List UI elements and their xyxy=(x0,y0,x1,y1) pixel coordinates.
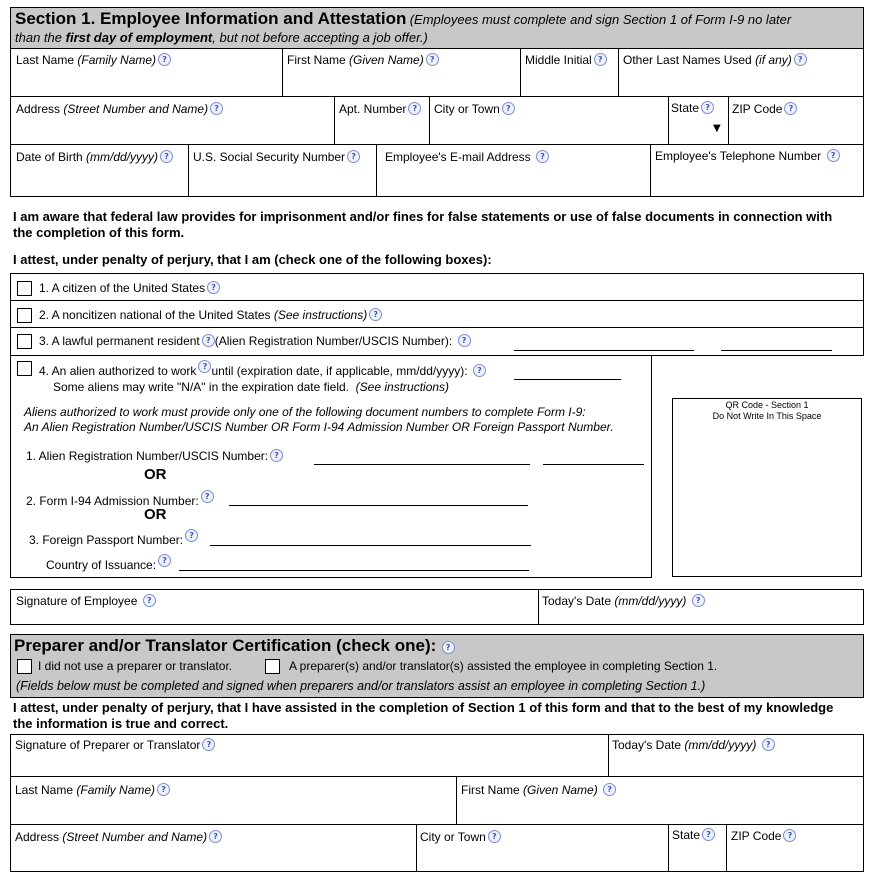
preparer-title: Preparer and/or Translator Certification (check one): xyxy=(14,636,437,655)
help-icon[interactable]: ? xyxy=(473,364,486,377)
section1-subtitle-a: (Employees must complete and sign Section 1 of Form I-9 no later xyxy=(409,12,792,27)
qr-line1: QR Code - Section 1 xyxy=(725,400,809,410)
checkbox-no-preparer[interactable] xyxy=(17,659,32,674)
help-icon[interactable]: ? xyxy=(426,53,439,66)
first-name-field[interactable] xyxy=(282,48,521,97)
apt-label: Apt. Number xyxy=(339,102,407,116)
alien-reg-number-input[interactable] xyxy=(543,464,644,465)
zip-field[interactable] xyxy=(728,96,864,145)
section1-header xyxy=(10,7,864,49)
email-field[interactable] xyxy=(376,144,651,197)
ssn-label: U.S. Social Security Number xyxy=(193,150,346,164)
preparer-header xyxy=(10,634,864,698)
preparer-attest: I attest, under penalty of perjury, that I have assisted in the completion of Section 1 of this form and that to the best of my knowledge the information is true and correct. xyxy=(13,700,834,731)
alien-reg-prefix-input[interactable] xyxy=(314,464,530,465)
employee-signature-field[interactable] xyxy=(10,589,539,625)
help-icon[interactable]: ? xyxy=(270,449,283,462)
preparer-note: (Fields below must be completed and signed when preparers and/or translators assist an employee in completing Section 1.) xyxy=(16,679,706,693)
section1-title: Section 1. Employee Information and Attestation xyxy=(15,9,407,28)
help-icon[interactable]: ? xyxy=(762,738,775,751)
preparer-first-name-field[interactable] xyxy=(456,776,864,825)
preparer-last-name-field[interactable] xyxy=(10,776,457,825)
attest-statement: I attest, under penalty of perjury, that I am (check one of the following boxes): xyxy=(13,252,492,267)
option-lpr-label: 3. A lawful permanent resident xyxy=(39,334,200,348)
option-alien-label-b: until (expiration date, if applicable, mm/dd/yyyy): xyxy=(211,364,468,378)
employee-signature-label: Signature of Employee xyxy=(16,594,138,608)
preparer-date-label: Today's Date xyxy=(612,738,681,752)
city-label: City or Town xyxy=(434,102,500,116)
help-icon[interactable]: ? xyxy=(198,360,211,373)
zip-label: ZIP Code xyxy=(732,102,783,116)
preparer-state-field[interactable] xyxy=(668,824,727,872)
help-icon[interactable]: ? xyxy=(692,594,705,607)
apt-number-field[interactable] xyxy=(334,96,430,145)
passport-label: 3. Foreign Passport Number: xyxy=(29,533,184,547)
alien-na-note: Some aliens may write "N/A" in the expiration date field. xyxy=(53,380,349,394)
checkbox-lpr[interactable] xyxy=(17,334,32,349)
help-icon[interactable]: ? xyxy=(347,150,360,163)
help-icon[interactable]: ? xyxy=(210,102,223,115)
help-icon[interactable]: ? xyxy=(488,830,501,843)
address-hint: (Street Number and Name) xyxy=(63,102,209,116)
preparer-first-name-hint: (Given Name) xyxy=(523,783,598,797)
option-lpr-row xyxy=(10,327,864,356)
help-icon[interactable]: ? xyxy=(158,53,171,66)
penalty-warning: I am aware that federal law provides for imprisonment and/or fines for false statements or use of false documents in connection with the completion of this form. xyxy=(13,209,833,240)
checkbox-preparer-assisted[interactable] xyxy=(265,659,280,674)
preparer-address-hint: (Street Number and Name) xyxy=(62,830,208,844)
first-name-label: First Name xyxy=(287,53,346,67)
help-icon[interactable]: ? xyxy=(158,554,171,567)
help-icon[interactable]: ? xyxy=(701,101,714,114)
lpr-prefix-input[interactable] xyxy=(514,350,694,351)
address-field[interactable] xyxy=(10,96,335,145)
option-noncitizen-label: 2. A noncitizen national of the United States xyxy=(39,308,271,322)
email-label: Employee's E-mail Address xyxy=(385,150,531,164)
state-label: State xyxy=(671,101,700,115)
option-citizen-row xyxy=(10,273,864,301)
preparer-last-name-hint: (Family Name) xyxy=(76,783,156,797)
section1-subtitle-b-post: , but not before accepting a job offer.) xyxy=(212,30,428,45)
dob-field[interactable] xyxy=(10,144,189,197)
help-icon[interactable]: ? xyxy=(202,334,215,347)
option-noncitizen-hint: (See instructions) xyxy=(273,308,368,322)
preparer-zip-label: ZIP Code xyxy=(731,829,782,843)
last-name-field[interactable] xyxy=(10,48,283,97)
preparer-city-field[interactable] xyxy=(416,824,669,872)
other-names-label: Other Last Names Used xyxy=(623,53,752,67)
passport-input[interactable] xyxy=(210,545,531,546)
middle-initial-label: Middle Initial xyxy=(525,53,592,67)
help-icon[interactable]: ? xyxy=(408,102,421,115)
option-lpr-tail: (Alien Registration Number/USCIS Number): xyxy=(214,334,453,348)
preparer-signature-field[interactable] xyxy=(10,734,609,777)
phone-label: Employee's Telephone Number xyxy=(655,149,822,163)
preparer-city-label: City or Town xyxy=(420,830,486,844)
checkbox-noncitizen[interactable] xyxy=(17,308,32,323)
i94-input[interactable] xyxy=(229,505,528,506)
dob-label: Date of Birth xyxy=(16,150,83,164)
help-icon[interactable]: ? xyxy=(794,53,807,66)
help-icon[interactable]: ? xyxy=(594,53,607,66)
city-field[interactable] xyxy=(429,96,669,145)
middle-initial-field[interactable] xyxy=(520,48,619,97)
chevron-down-icon[interactable]: ▼ xyxy=(713,123,721,134)
checkbox-alien[interactable] xyxy=(17,361,32,376)
option-noncitizen-row xyxy=(10,300,864,328)
preparer-date-field[interactable] xyxy=(608,734,864,777)
help-icon[interactable]: ? xyxy=(603,783,616,796)
address-label: Address xyxy=(16,102,61,116)
help-icon[interactable]: ? xyxy=(207,281,220,294)
preparer-signature-label: Signature of Preparer or Translator xyxy=(15,738,201,752)
other-names-field[interactable] xyxy=(618,48,864,97)
phone-field[interactable] xyxy=(650,144,864,197)
preparer-address-label: Address xyxy=(15,830,60,844)
or-separator: OR xyxy=(144,506,167,523)
ssn-field[interactable] xyxy=(188,144,377,197)
dob-hint: (mm/dd/yyyy) xyxy=(86,150,159,164)
or-separator: OR xyxy=(144,466,167,483)
qr-code-box xyxy=(672,398,862,577)
last-name-hint: (Family Name) xyxy=(77,53,157,67)
alien-reg-label: 1. Alien Registration Number/USCIS Number: xyxy=(26,449,269,463)
help-icon[interactable]: ? xyxy=(536,150,549,163)
other-names-hint: (if any) xyxy=(755,53,792,67)
first-name-hint: (Given Name) xyxy=(349,53,424,67)
section1-subtitle-b-bold: first day of employment xyxy=(65,30,213,45)
preparer-first-name-label: First Name xyxy=(461,783,520,797)
help-icon[interactable]: ? xyxy=(702,828,715,841)
help-icon[interactable]: ? xyxy=(827,149,840,162)
expiration-date-input[interactable] xyxy=(514,379,621,380)
preparer-assisted-label: A preparer(s) and/or translator(s) assisted the employee in completing Section 1. xyxy=(289,659,718,673)
checkbox-citizen[interactable] xyxy=(17,281,32,296)
lpr-number-input[interactable] xyxy=(721,350,832,351)
alien-na-hint: (See instructions) xyxy=(355,380,450,394)
help-icon[interactable]: ? xyxy=(143,594,156,607)
help-icon[interactable]: ? xyxy=(185,529,198,542)
help-icon[interactable]: ? xyxy=(369,308,382,321)
help-icon[interactable]: ? xyxy=(784,102,797,115)
option-citizen-label: 1. A citizen of the United States xyxy=(39,281,206,295)
preparer-state-label: State xyxy=(672,828,701,842)
help-icon[interactable]: ? xyxy=(502,102,515,115)
option-alien-label-a: 4. An alien authorized to work xyxy=(39,364,197,378)
help-icon[interactable]: ? xyxy=(201,490,214,503)
help-icon[interactable]: ? xyxy=(783,829,796,842)
alien-instructions-1: Aliens authorized to work must provide only one of the following document numbers to complete Form I-9: xyxy=(24,405,586,419)
preparer-zip-field[interactable] xyxy=(726,824,864,872)
help-icon[interactable]: ? xyxy=(202,738,215,751)
preparer-address-field[interactable] xyxy=(10,824,417,872)
state-select[interactable] xyxy=(668,96,729,145)
section1-subtitle-b-pre: than the xyxy=(15,30,62,45)
employee-date-hint: (mm/dd/yyyy) xyxy=(614,594,687,608)
employee-date-label: Today's Date xyxy=(542,594,611,608)
last-name-label: Last Name xyxy=(16,53,75,67)
no-preparer-label: I did not use a preparer or translator. xyxy=(38,659,233,673)
help-icon[interactable]: ? xyxy=(442,641,455,654)
preparer-last-name-label: Last Name xyxy=(15,783,74,797)
help-icon[interactable]: ? xyxy=(157,783,170,796)
country-input[interactable] xyxy=(179,570,529,571)
i94-label: 2. Form I-94 Admission Number: xyxy=(26,494,199,508)
employee-date-field[interactable] xyxy=(538,589,864,625)
help-icon[interactable]: ? xyxy=(209,830,222,843)
help-icon[interactable]: ? xyxy=(160,150,173,163)
qr-line2: Do Not Write In This Space xyxy=(712,411,822,421)
country-label: Country of Issuance: xyxy=(46,558,157,572)
help-icon[interactable]: ? xyxy=(458,334,471,347)
alien-instructions-2: An Alien Registration Number/USCIS Number OR Form I-94 Admission Number OR Foreign Passport Number. xyxy=(24,420,614,434)
option-alien-block xyxy=(10,355,652,578)
preparer-date-hint: (mm/dd/yyyy) xyxy=(684,738,757,752)
